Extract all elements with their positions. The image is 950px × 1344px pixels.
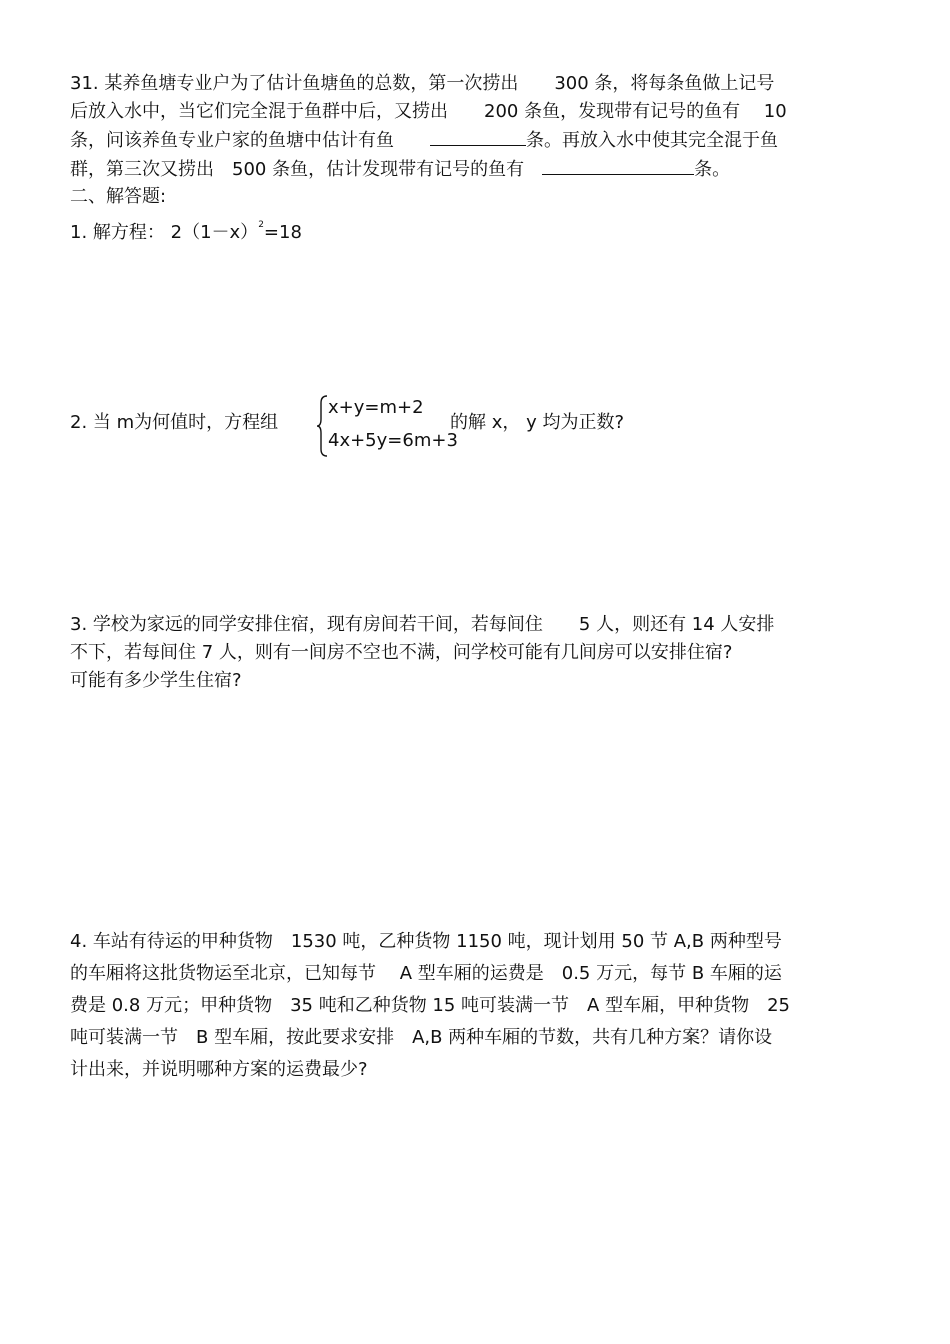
q31-line-3: 条，问该养鱼专业户家的鱼塘中估计有鱼 条。再放入水中使其完全混于鱼 bbox=[70, 127, 778, 154]
answer-blank-2[interactable] bbox=[542, 156, 694, 175]
exponent: 2 bbox=[258, 220, 264, 230]
problem-4-line-3: 费是 0.8 万元；甲种货物 35 吨和乙种货物 15 吨可装满一节 A 型车厢，甲种货物 25 bbox=[70, 995, 790, 1016]
section-title: 二、解答题: bbox=[70, 186, 167, 207]
answer-blank-1[interactable] bbox=[430, 127, 526, 146]
equation-1: x+y=m+2 bbox=[328, 397, 424, 418]
problem-2-suffix: 的解 x， y 均为正数? bbox=[450, 412, 625, 433]
problem-2-prefix: 2. 当 m为何值时，方程组 bbox=[70, 412, 279, 433]
q31-line-2: 后放入水中，当它们完全混于鱼群中后，又捞出 200 条鱼，发现带有记号的鱼有 10 bbox=[70, 101, 787, 122]
problem-1: 1. 解方程： $2(1-x)^2=18$ bbox=[70, 220, 302, 243]
q31-line-1: 31. 某养鱼塘专业户为了估计鱼塘鱼的总数，第一次捞出 300 条，将每条鱼做上记号 bbox=[70, 73, 775, 94]
equation-2: 4x+5y=6m+3 bbox=[328, 430, 458, 451]
problem-4-line-2: 的车厢将这批货物运至北京，已知每节 A 型车厢的运费是 0.5 万元，每节 B 车厢的运 bbox=[70, 963, 782, 984]
problem-3-line-1: 3. 学校为家远的同学安排住宿，现有房间若干间，若每间住 5 人，则还有 14 人安排 bbox=[70, 614, 775, 635]
problem-4-line-5: 计出来，并说明哪种方案的运费最少? bbox=[70, 1059, 368, 1080]
problem-3-line-2: 不下，若每间住 7 人，则有一间房不空也不满，问学校可能有几间房可以安排住宿? bbox=[70, 642, 733, 663]
q31-line-4: 群，第三次又捞出 500 条鱼，估计发现带有记号的鱼有 条。 bbox=[70, 156, 730, 183]
problem-3-line-3: 可能有多少学生住宿? bbox=[70, 670, 242, 691]
equation-system bbox=[316, 393, 456, 459]
problem-4-line-4: 吨可装满一节 B 型车厢，按此要求安排 A,B 两种车厢的节数，共有几种方案？请你设 bbox=[70, 1027, 773, 1048]
left-brace-icon bbox=[316, 395, 328, 457]
problem-4-line-1: 4. 车站有待运的甲种货物 1530 吨，乙种货物 1150 吨，现计划用 50 节 A,B 两种型号 bbox=[70, 931, 782, 952]
